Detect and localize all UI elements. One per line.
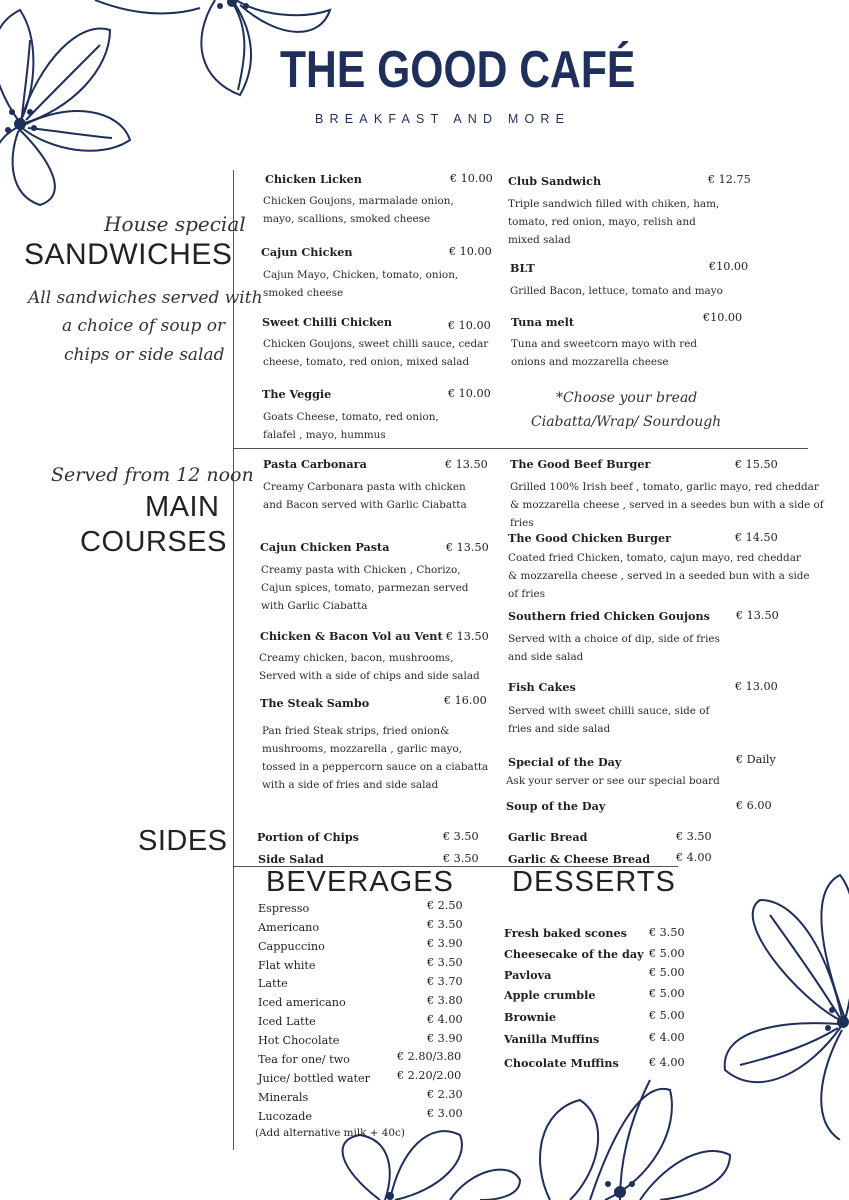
item-price: € Daily bbox=[736, 753, 776, 766]
item-price: € 3.50 bbox=[676, 830, 712, 843]
dessert-price: € 4.00 bbox=[649, 1056, 685, 1069]
beverage-name: Espresso bbox=[258, 902, 310, 915]
item-name: Club Sandwich bbox=[508, 174, 602, 188]
item-price: € 10.00 bbox=[450, 172, 493, 185]
item-name: Side Salad bbox=[258, 852, 324, 866]
item-name: Fish Cakes bbox=[508, 680, 576, 694]
beverage-price: € 3.50 bbox=[427, 956, 463, 969]
item-name: BLT bbox=[510, 261, 535, 275]
item-desc: Goats Cheese, tomato, red onion, bbox=[263, 411, 439, 423]
item-desc: with a side of fries and side salad bbox=[262, 779, 439, 791]
item-price: € 3.50 bbox=[443, 852, 479, 865]
item-desc: fries and side salad bbox=[508, 723, 611, 735]
beverage-name: Minerals bbox=[258, 1091, 309, 1104]
item-price: € 4.00 bbox=[676, 851, 712, 864]
item-desc: Creamy chicken, bacon, mushrooms, bbox=[259, 652, 454, 664]
sandwiches-note-2: a choice of soup or bbox=[62, 316, 226, 336]
item-name: The Good Chicken Burger bbox=[508, 531, 671, 545]
beverage-name: Juice/ bottled water bbox=[258, 1072, 370, 1085]
bread-note-2: Ciabatta/Wrap/ Sourdough bbox=[531, 414, 722, 430]
beverage-name: Iced americano bbox=[258, 996, 346, 1009]
dessert-price: € 5.00 bbox=[649, 1009, 685, 1022]
dessert-name: Chocolate Muffins bbox=[504, 1056, 619, 1070]
beverage-price: € 4.00 bbox=[427, 1013, 463, 1026]
beverage-price: € 3.90 bbox=[427, 937, 463, 950]
item-price: € 13.50 bbox=[445, 458, 488, 471]
item-price: € 13.50 bbox=[736, 609, 779, 622]
beverage-name: Lucozade bbox=[258, 1110, 312, 1123]
item-price: € 13.00 bbox=[735, 680, 778, 693]
beverage-price: € 3.50 bbox=[427, 918, 463, 931]
item-name: Cajun Chicken bbox=[261, 245, 353, 259]
item-desc: Grilled Bacon, lettuce, tomato and mayo bbox=[510, 285, 723, 297]
beverages-heading: BEVERAGES bbox=[266, 866, 454, 898]
item-price: € 16.00 bbox=[444, 694, 487, 707]
beverage-name: Americano bbox=[258, 921, 320, 934]
item-desc: Served with sweet chilli sauce, side of bbox=[508, 705, 710, 717]
item-desc: onions and mozzarella cheese bbox=[511, 356, 669, 368]
mains-heading-1: MAIN bbox=[145, 491, 220, 523]
mains-heading-2: COURSES bbox=[80, 526, 227, 558]
item-name: Pasta Carbonara bbox=[263, 457, 367, 471]
beverage-name: Iced Latte bbox=[258, 1015, 316, 1028]
item-desc: Pan fried Steak strips, fried onion& bbox=[262, 725, 450, 737]
item-desc: Creamy Carbonara pasta with chicken bbox=[263, 481, 466, 493]
item-price: € 6.00 bbox=[736, 799, 772, 812]
dessert-price: € 5.00 bbox=[649, 987, 685, 1000]
item-name: Garlic Bread bbox=[508, 830, 588, 844]
item-desc: & mozzarella cheese , served in a seedes bun with a side of bbox=[510, 499, 824, 511]
item-price: € 10.00 bbox=[449, 245, 492, 258]
beverage-price: € 2.80/3.80 bbox=[397, 1050, 462, 1063]
item-desc: of fries bbox=[508, 588, 546, 600]
beverages-note: (Add alternative milk + 40c) bbox=[255, 1127, 405, 1139]
beverage-name: Tea for one/ two bbox=[258, 1053, 350, 1066]
beverage-price: € 3.90 bbox=[427, 1032, 463, 1045]
item-desc: mixed salad bbox=[508, 234, 571, 246]
item-desc: Chicken Goujons, sweet chilli sauce, cedar bbox=[263, 338, 489, 350]
beverage-price: € 2.50 bbox=[427, 899, 463, 912]
dessert-name: Cheesecake of the day bbox=[504, 947, 644, 961]
beverage-name: Flat white bbox=[258, 959, 316, 972]
sides-heading: SIDES bbox=[138, 825, 228, 857]
bread-note-1: *Choose your bread bbox=[556, 390, 698, 406]
page-subtitle: BREAKFAST AND MORE bbox=[315, 112, 571, 126]
item-price: € 15.50 bbox=[735, 458, 778, 471]
item-desc: mushrooms, mozzarella , garlic mayo, bbox=[262, 743, 463, 755]
item-desc: and side salad bbox=[508, 651, 584, 663]
beverage-price: € 3.00 bbox=[427, 1107, 463, 1120]
item-desc: tomato, red onion, mayo, relish and bbox=[508, 216, 696, 228]
item-price: € 14.50 bbox=[735, 531, 778, 544]
item-price: € 10.00 bbox=[448, 319, 491, 332]
dessert-price: € 3.50 bbox=[649, 926, 685, 939]
dessert-name: Apple crumble bbox=[504, 988, 596, 1002]
dessert-price: € 5.00 bbox=[649, 947, 685, 960]
beverage-price: € 2.20/2.00 bbox=[397, 1069, 462, 1082]
item-desc: Chicken Goujons, marmalade onion, bbox=[263, 195, 454, 207]
beverage-name: Latte bbox=[258, 977, 288, 990]
item-name: Soup of the Day bbox=[506, 799, 606, 813]
item-desc: Served with a choice of dip, side of fries bbox=[508, 633, 720, 645]
item-desc: Grilled 100% Irish beef , tomato, garlic mayo, red cheddar bbox=[510, 481, 819, 493]
item-desc: mayo, scallions, smoked cheese bbox=[263, 213, 431, 225]
item-price: € 13.50 bbox=[446, 630, 489, 643]
beverage-name: Cappuccino bbox=[258, 940, 325, 953]
beverage-price: € 3.80 bbox=[427, 994, 463, 1007]
item-price: € 13.50 bbox=[446, 541, 489, 554]
dessert-name: Fresh baked scones bbox=[504, 926, 627, 940]
item-price: €10.00 bbox=[703, 311, 743, 324]
beverage-name: Hot Chocolate bbox=[258, 1034, 340, 1047]
vertical-divider bbox=[233, 170, 234, 1150]
item-desc: cheese, tomato, red onion, mixed salad bbox=[263, 356, 470, 368]
item-desc: Triple sandwich filled with chiken, ham, bbox=[508, 198, 720, 210]
item-name: Tuna melt bbox=[511, 315, 575, 329]
item-desc: Creamy pasta with Chicken , Chorizo, bbox=[261, 564, 461, 576]
divider-sandwiches-mains bbox=[233, 448, 808, 449]
item-name: Garlic & Cheese Bread bbox=[508, 852, 651, 866]
item-desc: falafel , mayo, hummus bbox=[263, 429, 386, 441]
beverage-price: € 2.30 bbox=[427, 1088, 463, 1101]
item-name: The Veggie bbox=[262, 387, 332, 401]
sandwiches-heading: SANDWICHES bbox=[24, 238, 233, 271]
item-price: € 10.00 bbox=[448, 387, 491, 400]
item-name: The Good Beef Burger bbox=[510, 457, 651, 471]
item-desc: Served with a side of chips and side salad bbox=[259, 670, 480, 682]
page-title: THE GOOD CAFÉ bbox=[280, 41, 636, 99]
item-price: € 12.75 bbox=[708, 173, 751, 186]
sandwiches-note-1: All sandwiches served with bbox=[28, 288, 263, 308]
dessert-name: Pavlova bbox=[504, 968, 552, 982]
item-desc: fries bbox=[510, 517, 534, 529]
item-desc: Cajun spices, tomato, parmezan served bbox=[261, 582, 469, 594]
item-desc: and Bacon served with Garlic Ciabatta bbox=[263, 499, 467, 511]
desserts-heading: DESSERTS bbox=[512, 866, 676, 898]
item-name: Portion of Chips bbox=[257, 830, 359, 844]
item-desc: Ask your server or see our special board bbox=[506, 775, 720, 787]
item-name: Sweet Chilli Chicken bbox=[262, 315, 393, 329]
dessert-price: € 5.00 bbox=[649, 966, 685, 979]
item-desc: Cajun Mayo, Chicken, tomato, onion, bbox=[263, 269, 459, 281]
sandwiches-kicker: House special bbox=[104, 212, 246, 236]
item-name: Cajun Chicken Pasta bbox=[260, 540, 390, 554]
item-desc: tossed in a peppercorn sauce on a ciabatta bbox=[262, 761, 489, 773]
item-desc: Coated fried Chicken, tomato, cajun mayo, red cheddar bbox=[508, 552, 801, 564]
item-name: Southern fried Chicken Goujons bbox=[508, 609, 710, 623]
item-name: Special of the Day bbox=[508, 755, 622, 769]
item-price: €10.00 bbox=[709, 260, 749, 273]
beverage-price: € 3.70 bbox=[427, 975, 463, 988]
mains-kicker: Served from 12 noon bbox=[51, 464, 254, 486]
item-name: Chicken Licken bbox=[265, 172, 362, 186]
dessert-name: Brownie bbox=[504, 1010, 556, 1024]
dessert-price: € 4.00 bbox=[649, 1031, 685, 1044]
item-desc: Tuna and sweetcorn mayo with red bbox=[511, 338, 698, 350]
item-name: Chicken & Bacon Vol au Vent bbox=[260, 629, 443, 643]
item-desc: smoked cheese bbox=[263, 287, 344, 299]
item-desc: with Garlic Ciabatta bbox=[261, 600, 368, 612]
dessert-name: Vanilla Muffins bbox=[504, 1032, 600, 1046]
item-price: € 3.50 bbox=[443, 830, 479, 843]
item-desc: & mozzarella cheese , served in a seeded bun with a side bbox=[508, 570, 810, 582]
sandwiches-note-3: chips or side salad bbox=[64, 345, 225, 365]
item-name: The Steak Sambo bbox=[260, 696, 370, 710]
